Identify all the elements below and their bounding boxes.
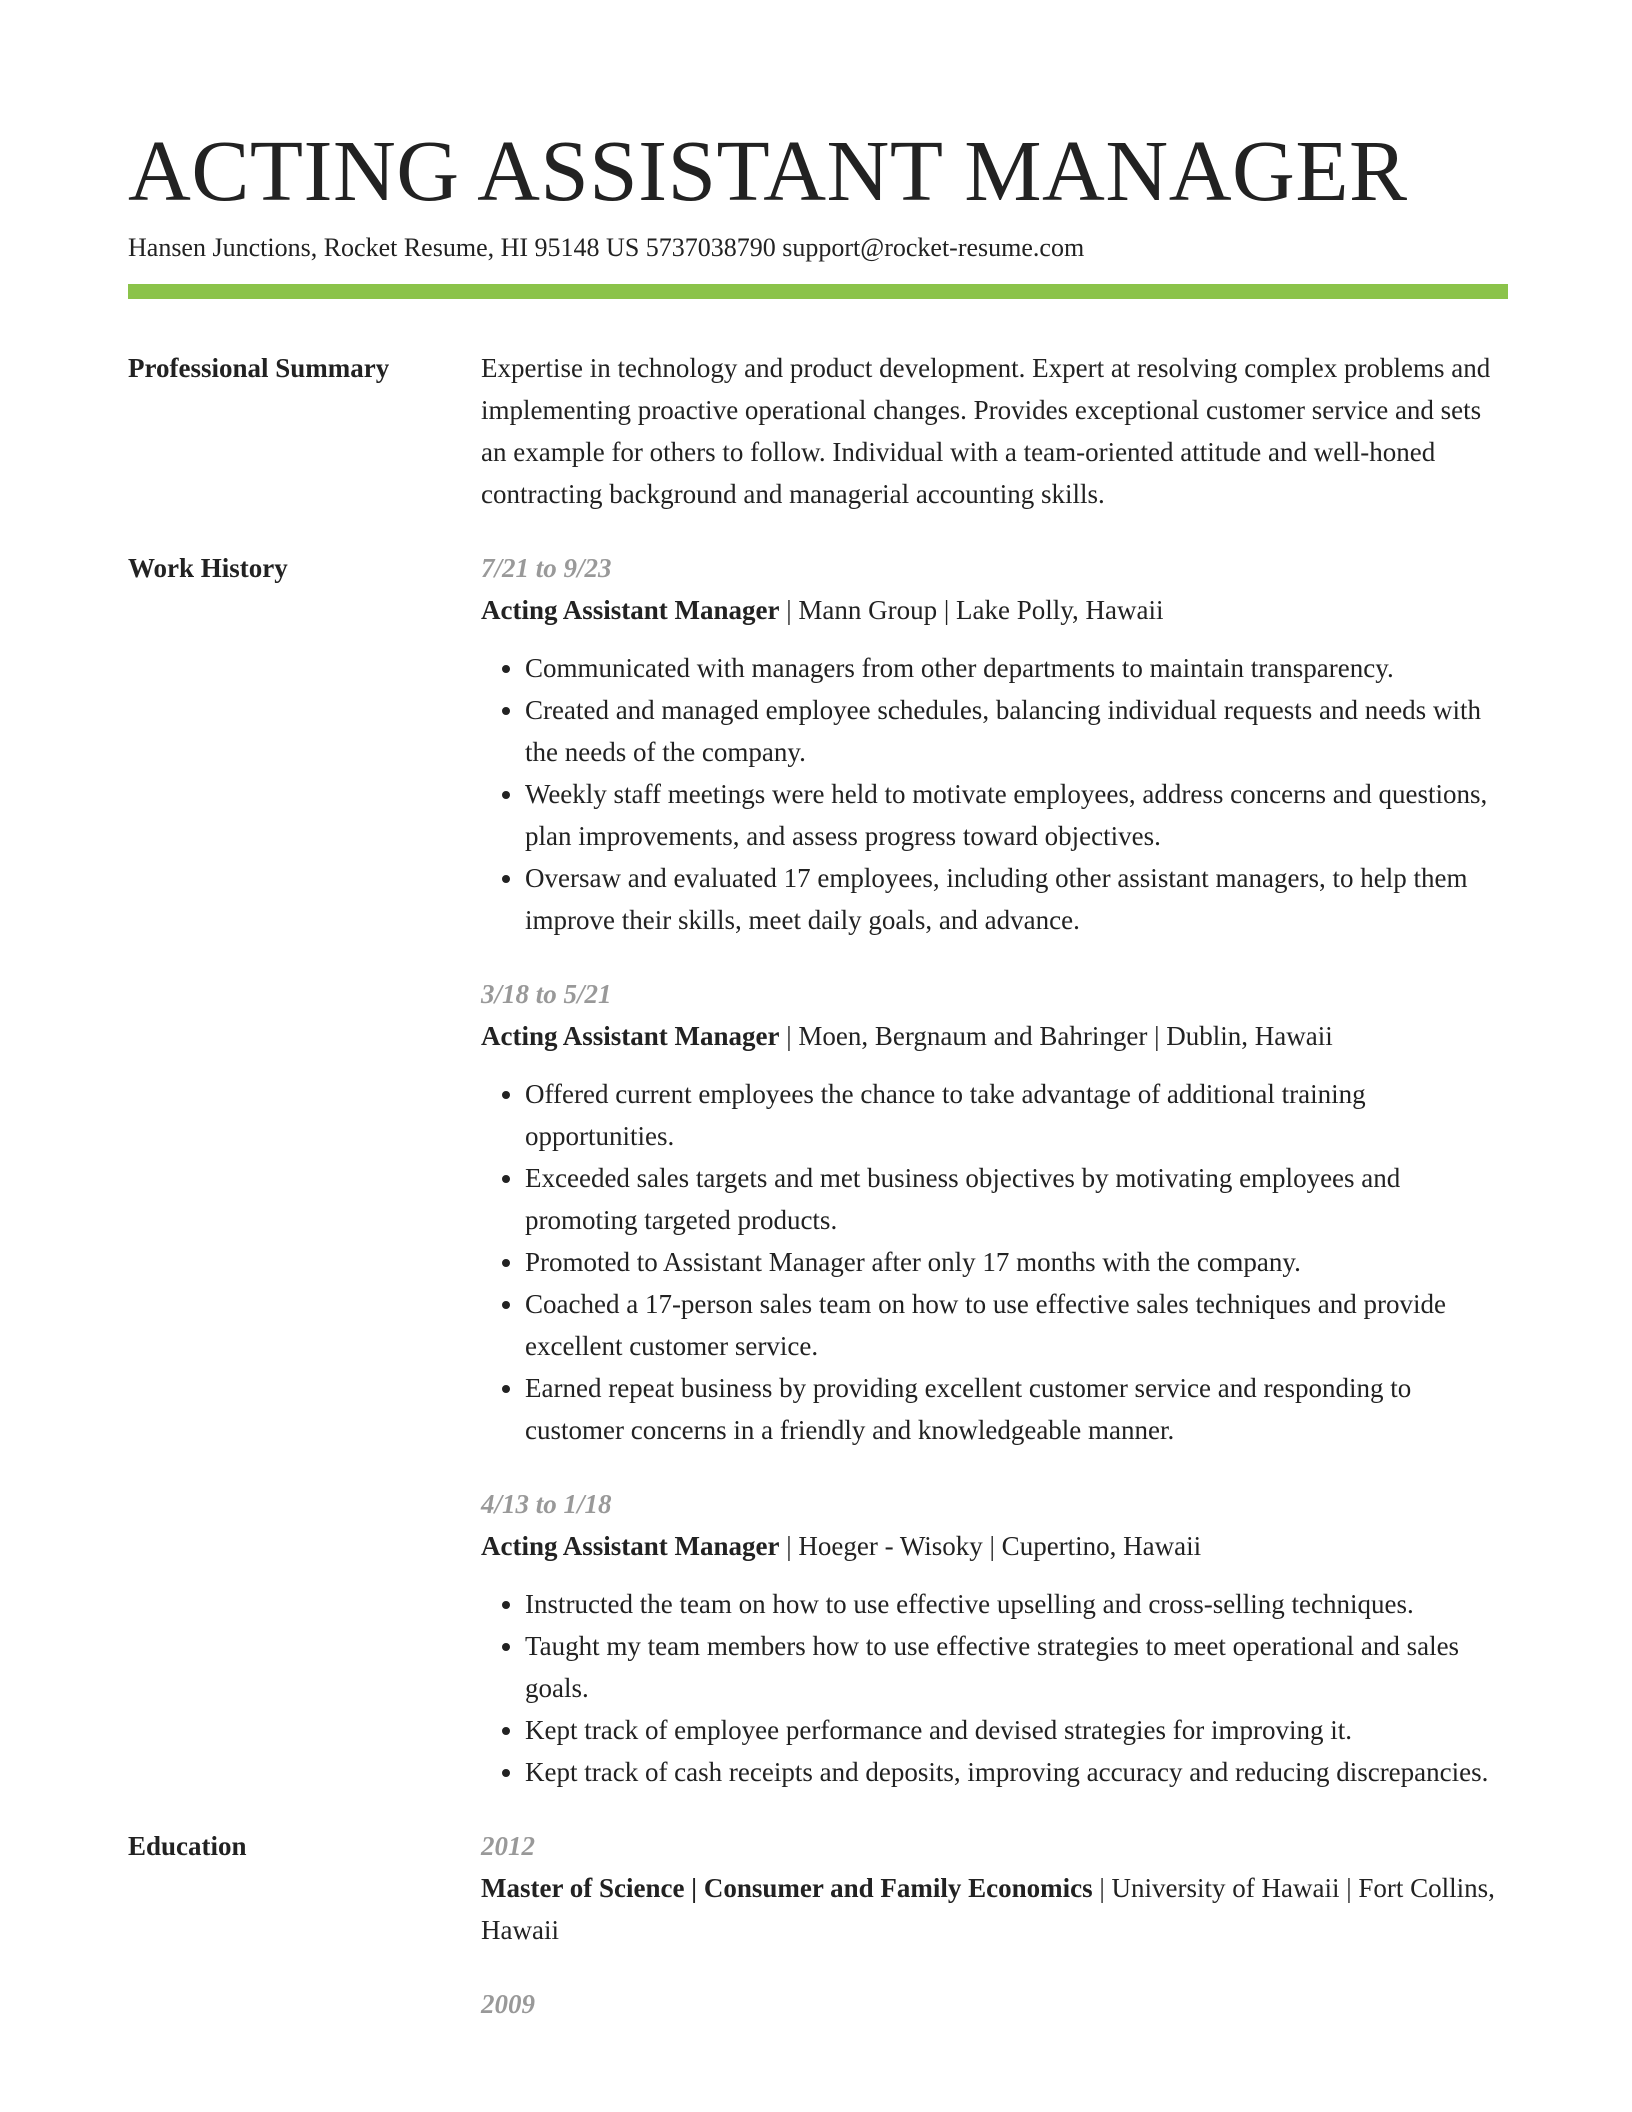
degree-entry bbox=[481, 1983, 1508, 2025]
contact-info: Hansen Junctions, Rocket Resume, HI 95148 US 5737038790 support@rocket-resume.com bbox=[128, 233, 1085, 262]
job-title: Acting Assistant Manager bbox=[481, 1531, 780, 1561]
job-dates: 7/21 to 9/23 bbox=[481, 553, 612, 583]
job-bullet: • Oversaw and evaluated 17 employees, including other assistant managers, to help them improve their skills, meet daily goals, and advance. bbox=[525, 857, 1508, 941]
job-title: Acting Assistant Manager bbox=[481, 1021, 780, 1051]
summary-text: Expertise in technology and product development. Expert at resolving complex problems and implementing proactive operational changes. Provides exceptional customer service and sets an example for others to follow. Individual with a team-oriented attitude and well-honed contracting background and managerial accounting skills. bbox=[481, 353, 1491, 509]
work-history-section bbox=[128, 515, 1508, 1793]
job-bullet: • Kept track of employee performance and devised strategies for improving it. bbox=[525, 1709, 1508, 1751]
job-entry bbox=[481, 1483, 1508, 1793]
job-bullet: • Weekly staff meetings were held to motivate employees, address concerns and questions, plan improvements, and assess progress toward objectives. bbox=[525, 773, 1508, 857]
job-bullet: • Earned repeat business by providing excellent customer service and responding to customer concerns in a friendly and knowledgeable manner. bbox=[525, 1367, 1508, 1451]
education-heading: Education bbox=[128, 1831, 247, 1861]
job-details: | Mann Group | Lake Polly, Hawaii bbox=[779, 595, 1164, 625]
job-title: Acting Assistant Manager bbox=[481, 595, 780, 625]
job-bullets bbox=[481, 647, 1508, 941]
summary-section bbox=[128, 299, 1508, 515]
job-bullet: • Taught my team members how to use effective strategies to meet operational and sales goals. bbox=[525, 1625, 1508, 1709]
degree-year: 2012 bbox=[481, 1831, 535, 1861]
degree-line bbox=[481, 1867, 1508, 1951]
job-title-line bbox=[481, 1015, 1508, 1057]
job-entry bbox=[481, 973, 1508, 1451]
resume-title: ACTING ASSISTANT MANAGER bbox=[128, 122, 1408, 219]
job-bullet: • Instructed the team on how to use effective upselling and cross-selling techniques. bbox=[525, 1583, 1508, 1625]
job-title-line bbox=[481, 1525, 1508, 1567]
degree-details: | University of Hawaii | Fort Collins, Hawaii bbox=[481, 1873, 1495, 1945]
degree-title: Master of Science | Consumer and Family Economics bbox=[481, 1873, 1093, 1903]
accent-divider bbox=[128, 284, 1508, 299]
job-bullet: • Communicated with managers from other departments to maintain transparency. bbox=[525, 647, 1508, 689]
job-bullet: • Coached a 17-person sales team on how to use effective sales techniques and provide excellent customer service. bbox=[525, 1283, 1508, 1367]
job-bullet: • Offered current employees the chance to take advantage of additional training opportunities. bbox=[525, 1073, 1508, 1157]
job-bullet: • Exceeded sales targets and met business objectives by motivating employees and promoting targeted products. bbox=[525, 1157, 1508, 1241]
degree-year: 2009 bbox=[481, 1989, 535, 2019]
education-body bbox=[481, 1825, 1508, 2025]
summary-body bbox=[481, 347, 1508, 515]
job-bullet: • Kept track of cash receipts and deposits, improving accuracy and reducing discrepancies. bbox=[525, 1751, 1508, 1793]
summary-heading: Professional Summary bbox=[128, 353, 390, 383]
job-dates: 3/18 to 5/21 bbox=[481, 979, 612, 1009]
degree-entry bbox=[481, 1825, 1508, 1951]
resume-page bbox=[128, 0, 1508, 2057]
job-bullet: • Created and managed employee schedules, balancing individual requests and needs with the needs of the company. bbox=[525, 689, 1508, 773]
job-bullet: • Promoted to Assistant Manager after only 17 months with the company. bbox=[525, 1241, 1508, 1283]
job-details: | Moen, Bergnaum and Bahringer | Dublin, Hawaii bbox=[779, 1021, 1333, 1051]
work-history-heading: Work History bbox=[128, 553, 288, 583]
job-details: | Hoeger - Wisoky | Cupertino, Hawaii bbox=[779, 1531, 1202, 1561]
job-dates: 4/13 to 1/18 bbox=[481, 1489, 612, 1519]
job-bullets bbox=[481, 1583, 1508, 1793]
job-bullets bbox=[481, 1073, 1508, 1451]
job-title-line bbox=[481, 589, 1508, 631]
work-history-body bbox=[481, 547, 1508, 1793]
job-entry bbox=[481, 547, 1508, 941]
education-section bbox=[128, 1793, 1508, 2025]
